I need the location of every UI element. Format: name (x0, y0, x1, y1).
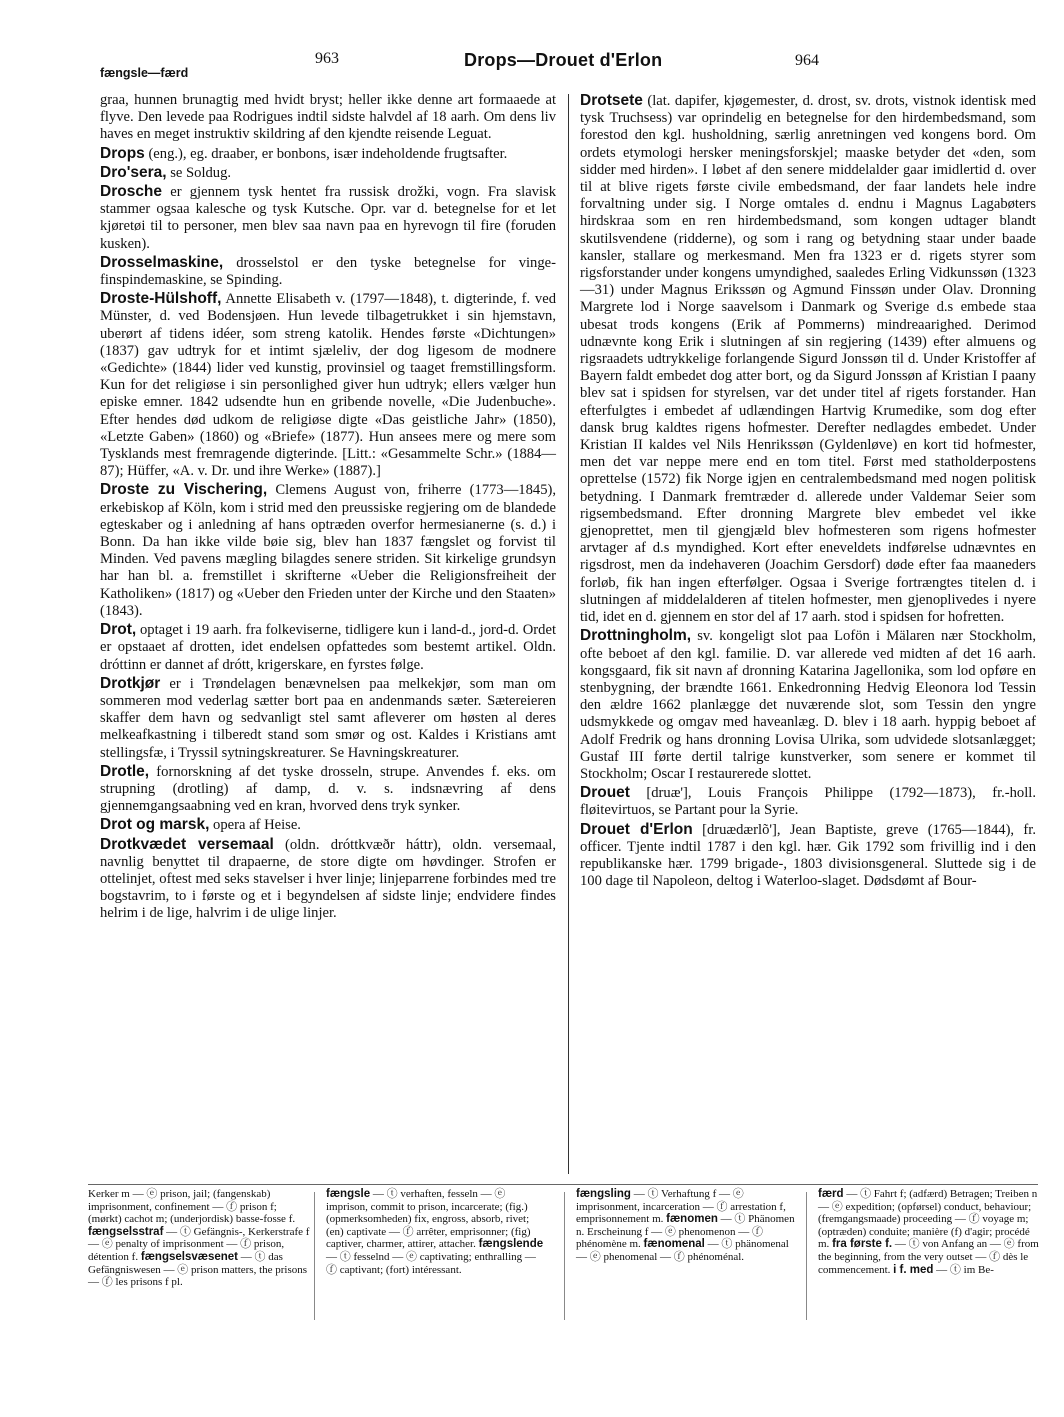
footnote-column (326, 1188, 548, 1276)
dictionary-entry (100, 763, 556, 816)
column-divider (568, 94, 569, 1174)
entry-text: er gjennem tysk hentet fra russisk drožki, vogn. Fra slavisk stammer ogsaa kalesche og tysk Kutsche. Opr. var d. betegnelse for et let kjøretøi til to personer, men blev saa navn paa en hyrevogn til fire (foruden kusken). (100, 184, 556, 252)
footnote-text: — ⓣ Fahrt f; (adfærd) Betragen; Treiben n — ⓔ expedition; (opførsel) conduct, behaviour; (fremgangsmaade) proceeding — ⓕ voyage m; (optræden) conduite; manière (f) d'agir; procédé m. (818, 1188, 1038, 1251)
page-title: Drops—Drouet d'Erlon (464, 50, 663, 70)
footnote-text: — ⓣ Phänomen n. Erscheinung f — ⓔ phenomenon — ⓕ phénomène m. (576, 1213, 795, 1251)
dictionary-entry (100, 816, 556, 834)
entry-text: (lat. dapifer, kjøgemester, d. drost, sv. drots, vistnok identisk med tysk Truchsess) var oprindelig en betegnelse for den hirdembedsmand, som forestod den kgl. husholdning, særlig anretningen ved kongens bord. Om ordets etymologi hersker meningsforskjel; maaske betyder det «den, som sidder med hirden». I løbet af den senere middelalder gaar imidlertid d. over til at blive rigets første civile embedsmand, der faar landets hele indre forvaltning under sig. I Norge omtales d. endnu i Magnus Lagabøters hirdskraa som en ren hirdembedsmand, som kongen udtager blandt skutilsvendene (ridderne), og som i rang og betydning staar under baade kansler, stallare og merkesmand. Men fra 1323 er d. rigets styrer som rigsforstander under kongens umyndighed, saaledes Erling Vidkunssøn (1323—31) under Magnus Erikssøn og Agmund Finssøn under Olav. Dronning Margrete lod i Norge saavelsom i Danmark og Sverige d.s embede staa ubesat trods kongens (Erik af Pommerns) mindreaarighed. Derimod udnævnte kong Erik i slutningen af sin regjering (1439) efter almuens og rigsraadets udtrykkelige forlangende Sigurd Jonssøn til d. Under Kristoffer af Bayern faldt embedet dog atter bort, og da Sigurd Jonssøn af Kristian I paany blev sat i spidsen for styrelsen, var det under titel af rigets forstander. Han efterfulgtes i embedet af udlændingen Hartvig Krumedike, som dog efter dansk brug kaldtes rigens hofmester. Derefter nedlagdes embedet. Under Kristian II kaldes vel Nils Henrikssøn (Gyldenløve) en kort tid hofmester, men det var neppe mere end en tom titel. Først med statholderpostens oprettelse (1572) fik Norge igjen en centralembedsmand med nogen politisk betydning. I Danmark fremtræder d. allerede under Valdemar Seier som rigsembedsmand. Efter dronning Margrete blev embedet vel ikke gjenoprettet, men til gjengjæld blev hofmesteren som rigens hofmester arvtager af d.s myndighed. Kort efter eneveldets indførelse udnævntes en rigsdrost, men da indehaveren (Joachim Gersdorf) døde efter faa maaneders forløb, fik han ingen efterfølger. Ogsaa i Sverige fortrængtes titelen d. i slutningen af middelalderen af titelen hofmester, men gjenoplivedes i nyere tid, idet en d. gjennem en stor del af 17 aarh. stod i spidsen for hofretten. (580, 93, 1036, 626)
page-number-left: 963 (315, 50, 339, 67)
dictionary-entry (580, 92, 1036, 626)
entry-headword: Drosselmaskine, (100, 253, 224, 271)
entry-text: Clemens August von, friherre (1773—1845), erkebiskop af Köln, kom i strid med den preussiske regjering om de blandede egteskaber og i anledning af hans optræden overfor hermesianerne (s. d.) i Bonn. Da han ikke vilde bøie sig, blev han 1837 fængslet og forvist til Minden. Ved pavens mægling bilagdes senere striden. Sit kirkelige grundsyn har han bl. a. fremstillet i skrifterne «Ueber die Religionsfreiheit der Katholiken» (1817) og «Ueber den Frieden unter der Kirche und den Staaten» (1843). (100, 482, 556, 619)
right-column (580, 92, 1036, 891)
footnote-column (818, 1188, 1040, 1276)
entry-text: fornorskning af det tyske drosseln, strupe. Anvendes f. eks. om strupning (drotling) af damp, d. v. s. indsnævring af dens gjennemgangsaabning ved en kran, hvorved dens tryk synker. (100, 763, 556, 815)
dictionary-entry (100, 164, 556, 182)
entry-headword: Droste zu Vischering, (100, 481, 268, 499)
footnote-text: Kerker m — ⓔ prison, jail; (fangenskab) imprisonment, confinement — ⓕ prison f; (mørkt) cachot m; (underjordisk) basse-fosse f. (88, 1188, 296, 1226)
dictionary-entry (100, 254, 556, 289)
left-column (100, 92, 556, 924)
entry-text: opera af Heise. (209, 817, 301, 834)
dictionary-entry (100, 145, 556, 163)
footnote-headword: fængselsstraf (88, 1225, 164, 1238)
footnote-headword: fænomen (666, 1213, 718, 1226)
footnote-text: — ⓣ Gefängnis-, Kerkerstrafe f — ⓔ penalty of imprisonment — ⓕ prison, détention f. (88, 1225, 310, 1263)
footnote-headword: fængselsvæsenet (140, 1250, 239, 1263)
entry-headword: Drouet (580, 784, 630, 802)
entry-text: sv. kongeligt slot paa Lofön i Mälaren nær Stockholm, ofte beboet af den kgl. familie. D. var allerede ved midten af det 16 aarh. kongsgaard, fik sit navn af dronning Katarina Jagellonika, som lod opføre en stenbygning, der brændte 1661. Enkedronning Hedvig Eleonora lod Tessin den ældre 1662 planlægge det nuværende slot, som Tessin den yngre udsmykkede og omgav med haveanlæg. D. blev i 18 aarh. hyppig beboet af Adolf Fredrik og hans dronning Lovisa Ulrika, som udvidede slotsanlægget; Gustaf III førte dertil talrige kunstverker, som senere er kommet til Stockholm; Oscar I restaurerede slottet. (580, 628, 1036, 782)
footnote-column (88, 1188, 310, 1289)
footnote-column-divider (806, 1192, 807, 1320)
dictionary-entry (580, 784, 1036, 819)
footnotes (88, 1188, 1038, 1328)
footnote-text: — ⓣ verhaften, fesseln — ⓔ imprison, commit to prison, incarcerate; (fig.) (opmerksomheden) fix, engross, absorb, rivet; (en) captivate — ⓕ arrêter, emprisonner; (fig) captiver, charmer, attirer, attacher. (326, 1188, 531, 1251)
entry-headword: Droste-Hülshoff, (100, 290, 222, 308)
footnote-text: — ⓣ im Be- (933, 1263, 994, 1276)
footnote-text: — ⓣ das Gefängniswesen — ⓔ prison matters, the prisons — ⓕ les prisons f pl. (88, 1250, 308, 1289)
footnote-text: — ⓣ von Anfang an — ⓔ from the beginning, from the very outset — ⓕ dès le commencement. (818, 1238, 1039, 1276)
entry-headword: Drot og marsk, (100, 816, 210, 834)
page-number-right: 964 (795, 52, 819, 69)
entry-text: graa, hunnen brunagtig med hvidt bryst; heller ikke denne art formaaede at flyve. Den levede paa Rodrigues indtil sidste halvdel af 18 aarh. Om dens liv haves en meget instruktiv skildring af den kjendte reisende Leguat. (100, 92, 556, 143)
entry-text: optaget i 19 aarh. fra folkeviserne, tidligere kun i land-d., jord-d. Ordet er opstaaet af drotten, idet endelsen opfattedes som bestemt artikel. Oldn. dróttinn er dannet af drótt, krigerskare, en fyrstes følge. (100, 622, 556, 673)
dictionary-entry (100, 290, 556, 480)
entry-headword: Drotsete (580, 92, 643, 109)
entry-text: Annette Elisabeth v. (1797—1848), t. digterinde, f. ved Münster, d. ved Bodensjøen. Hun levede tilbagetrukket i sin hjemstavn, uberørt af tidens idéer, som streng katolik. Hendes første «Dichtungen» (1837) gav udtryk for et intimt sjæleliv, der dog ligesom de modnere «Gedichte» (1844) lider ved kunstig, provinsiel og taaget fremstillingsform. Kun for det religiøse i sin personlighed giver hun udtryk; ellers vælger hun episke emner. 1842 udsendte hun en gribende novelle, «Die Judenbuche». Efter hendes død udkom de religiøse digte «Das geistliche Jahr» (1850), «Letzte Gaben» (1860) og «Briefe» (1877). Hun ansees mere og mere som Tysklands mest fremragende digterinde. [Litt.: «Gesammelte Schr.» (1884—87); Hüffer, «A. v. Dr. und ihre Werke» (1887).] (100, 291, 556, 480)
entry-text: se Soldug. (166, 164, 232, 181)
footnote-headword: fænomenal (643, 1238, 705, 1251)
entry-headword: Dro'sera, (100, 163, 167, 181)
dictionary-entry (580, 627, 1036, 783)
entry-text: (eng.), eg. draaber, er bonbons, især indeholdende frugtsafter. (144, 145, 508, 162)
entry-headword: Drops (100, 144, 145, 162)
dictionary-entry (100, 621, 556, 674)
entry-headword: Drouet d'Erlon (580, 820, 693, 838)
footnote-column-divider (314, 1192, 315, 1320)
entry-headword: Drot, (100, 621, 137, 639)
dictionary-entry (100, 836, 556, 923)
dictionary-entry (100, 481, 556, 620)
footnote-text: — ⓣ Verhaftung f — ⓔ imprisonment, incarceration — ⓕ arrestation f, emprisonnement m. (576, 1188, 786, 1226)
guideword: fængsle—færd (100, 66, 189, 80)
footnote-column (576, 1188, 798, 1264)
footnote-headword: fængsling (576, 1188, 631, 1200)
entry-text: (oldn. dróttkvæðr háttr), oldn. versemaal, navnlig benyttet til drapaerne, de store digte om høvdinger. Strofen er ottelinjet, oftest med seks stavelser i hver linje; linjeparrene forbindes med tre bogstavrim, to i første og et i begyndelsen af sidste linje; endvidere findes helrim i de lige, halvrim i de ulige linjer. (100, 836, 557, 922)
entry-text: er i Trøndelagen benævnelsen paa melkekjør, som man om sommeren mod vederlag sætter bort paa en andenmands sæter. Sætereieren skaffer dem havn og sedvanligt stel samt afleverer om høsten al deres melkeafkastning i tilberedt stand som smør og ost. Kaldes i Kristians amt stellingsfæ, i Tryssil sytningskreaturer. Se Havningskreaturer. (100, 675, 556, 761)
dictionary-entry (100, 92, 556, 144)
entry-headword: Drotkvædet versemaal (100, 835, 274, 853)
footnote-headword: fra første f. (832, 1238, 893, 1251)
entry-text: [druæ'], Louis François Philippe (1792—1873), fr.-holl. fløitevirtuos, se Partant pour la Syrie. (580, 785, 1036, 819)
footnote-headword: fængslende (478, 1238, 544, 1251)
entry-text: [druædærlõ'], Jean Baptiste, greve (1765—1844), fr. officer. Tjente indtil 1787 i den kgl. hær. Gik 1792 som frivillig ind i den republikanske hær. 1799 brigade-, 1803 divisionsgeneral. Sluttede sig i de 100 dage til Napoleon, deltog i Waterloo-slaget. Dødsdømt af Bour- (580, 821, 1036, 890)
page-header (100, 50, 1040, 84)
dictionary-entry (580, 821, 1036, 891)
entry-headword: Drosche (100, 183, 163, 201)
footnote-divider (88, 1184, 1038, 1185)
entry-headword: Drottningholm, (580, 627, 692, 645)
dictionary-entry (100, 675, 556, 762)
entry-text: drosselstol er den tyske betegnelse for vinge-finspindemaskine, se Spinding. (100, 254, 556, 289)
footnote-text: — ⓣ fesselnd — ⓔ captivating; enthralling — ⓕ captivant; (fort) intéressant. (326, 1250, 536, 1276)
footnote-text: — ⓣ phänomenal — ⓔ phenomenal — ⓕ phénoménal. (576, 1238, 789, 1263)
entry-headword: Drotle, (100, 762, 150, 780)
dictionary-entry (100, 183, 556, 253)
entry-headword: Drotkjør (100, 674, 161, 692)
footnote-column-divider (564, 1192, 565, 1320)
footnote-headword: færd (818, 1188, 844, 1200)
footnote-headword: i f. med (893, 1263, 934, 1276)
footnote-headword: fængsle (326, 1188, 371, 1200)
